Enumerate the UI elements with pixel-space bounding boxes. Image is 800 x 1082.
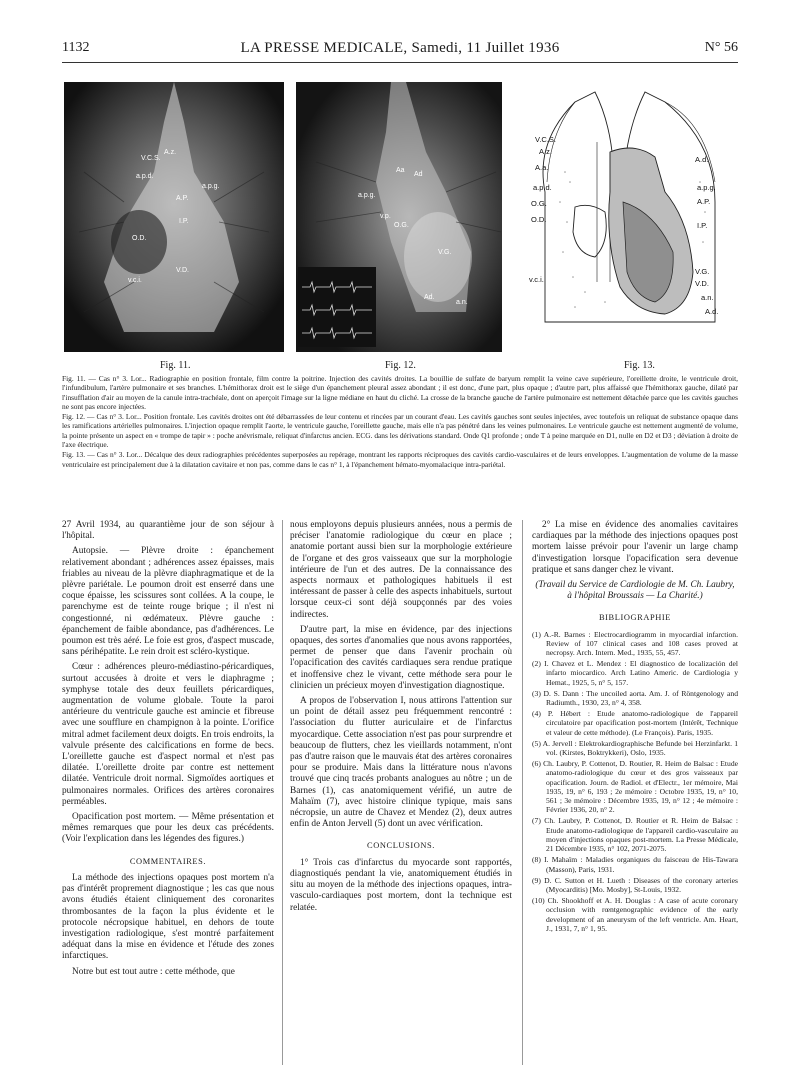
fig11-label-apg: a.p.g. (202, 183, 220, 190)
fig13-label-vg: V.G. (695, 267, 710, 276)
heading-conclusions: CONCLUSIONS. (367, 841, 435, 851)
column-2 (290, 520, 512, 918)
fig13-label-vd: V.D. (695, 279, 709, 288)
fig12-label-ad: Ad (414, 171, 423, 178)
header-rule (62, 62, 738, 63)
paragraph-coeur: Cœur : adhérences pleuro-médiastino-péricardiques, surtout accusées à droite et vers le diaphragme ; symphyse totale des deux feuillets péricardiques, augmentation de volume globale. Toute la paroi antérieure du ventricule gauche est amincie et fibreuse avec une soufflure en champignon à la pointe. L'orifice mitral admet facilement deux doigts. En trois endroits, la valvule présente des calcifications en forme de becs. L'oreillette gauche est d'aspect normal et n'est pas dilatée. L'oreillette droite par contre est nettement dilatée. Ventricule droit normal. Sigmoïdes aortiques et pulmonaires normales. Orifices des artères coronaires perméables. (62, 662, 274, 807)
fig11-label-az: A.z. (164, 149, 177, 156)
paragraph: D'autre part, la mise en évidence, par des injections opaques, des sortes d'anomalies que nous avons rapportées, permet de penser que dans l'avenir prochain où l'opacification des cavités cardiaques sera rendue pratique et inoffensive chez le vivant, cette méthode sera pour le clinicien un précieux moyen d'investigation diagnostique. (290, 624, 512, 691)
fig11-label-od: O.D. (132, 235, 147, 242)
heading-bibliographie: BIBLIOGRAPHIE (598, 613, 671, 623)
paragraph: La méthode des injections opaques post mortem n'a pas d'intérêt proprement diagnostique ; les cas que nous avons étudiés étaient cliniquement des coronarites thrombosantes de la façon la plus évidente et le protocole nécropsique habituel, en dehors de toute investigation radiologique, s'est montré parfaitement adéquat dans la mise en évidence et l'étude des zones infarctiques. (62, 872, 274, 962)
column-3 (532, 520, 738, 935)
fig13-label-vci: v.c.i. (529, 275, 544, 284)
figure-11-label: Fig. 11. (160, 360, 191, 371)
caption-fig-11: Fig. 11. — Cas n° 3. Lor... Radiographie en position frontale, film contre la poitrine. Injection des cavités droites. La bouillie de sulfate de baryum remplit la veine cave supérieure, l'oreillette droite, le ventricule droit, l'infundibulum, l'artère pulmonaire et ses branches. L'hémithorax droit est le siège d'un épanchement pleural assez abondant ; il est donc, d'une part, plus opaque ; d'autre part, plus affaissé que l'hémithorax gauche, dilaté par l'insufflation d'air au moyen de la canule intra-trachéale, dont on aperçoit l'image sur la ligne médiane en haut du cliché. La crosse de la branche gauche de l'artère pulmonaire est nettement détachée parce que les cavités gauches ne sont pas encore injectées. (62, 374, 738, 411)
fig12-label-aa: Aa (396, 167, 405, 174)
heading-commentaires: COMMENTAIRES. (129, 856, 207, 866)
paragraph: nous employons depuis plusieurs années, nous a permis de préciser l'anatomie radiologique du cœur en place ; anatomie portant aussi bien sur la morphologie extérieure de l'organe et des gros vaisseaux que sur la morphologie intérieure de l'un et des autres. De la connaissance des aspects normaux et pathologiques habituels il est intéressant de passer à celle des aspects inhabituels, surtout lorsque ceux-ci sont déjà soupçonnés par des voies indirectes. (290, 520, 512, 620)
bibliography-item: (5) A. Jervell : Elektrokardiographische Befunde bei Herzinfarkt. 1 vol. (Kirstes, Boktrykkeri), Oslo, 1935. (532, 738, 738, 758)
figure-11-radiograph (64, 82, 284, 352)
fig11-label-ip: I.P. (179, 218, 189, 225)
bibliography-item: (3) D. S. Dann : The uncoiled aorta. Am. J. of Röntgenology and Radiumth., 1930, 23, n° 4, 358. (532, 688, 738, 708)
caption-fig-12: Fig. 12. — Cas n° 3. Lor... Position frontale. Les cavités droites ont été débarrassées de leur contenu et rincées par un courant d'eau. Les cavités gauches sont seules injectées, avec toutefois un reliquat de substance opaque dans les ramifications artérielles pulmonaires. L'injection opaque remplit l'aorte, le ventricule gauche, l'oreillette gauche, mais elle n'a pas pénétré dans les veines pulmonaires. Le ventricule gauche est nettement augmenté de volume, la pointe présente un aspect en « trompe de tapir » : poche anévrismale, reliquat d'infarctus ancien. ECG. dans les dérivations standard. Onde Q1 profonde ; onde T à peine marquée en D1, nulle en D2 et D3 ; déviation à droite de l'axe électrique. (62, 412, 738, 450)
page-number: 1132 (62, 40, 90, 55)
bibliography-item: (7) Ch. Laubry, P. Cottenot, D. Routier et R. Heim de Balsac : Etude anatomo-radiologique de l'appareil cardio-vasculaire au moyen d'injections opaques post-mortem. La Presse Médicale, 21 Décembre 1935, n° 102, 2071-2075. (532, 816, 738, 854)
fig12-label-apg: a.p.g. (358, 192, 376, 199)
bibliography-item: (8) I. Mahaïm : Maladies organiques du faisceau de His-Tawara (Masson), Paris, 1931. (532, 855, 738, 874)
fig11-label-ap: A.P. (176, 195, 189, 202)
figure-13-label: Fig. 13. (624, 360, 655, 371)
fig11-label-vcs: V.C.S. (141, 155, 161, 162)
paragraph: 2° La mise en évidence des anomalies cavitaires cardiaques par la méthode des injections opaques post mortem laisse prévoir pour l'avenir un large champ d'investigation lorsque l'opacification sera devenue pratique et sans danger chez le vivant. (532, 520, 738, 575)
figure-captions (62, 374, 738, 469)
column-rule-1 (282, 520, 283, 1065)
bibliography-item: (9) D. C. Sutton et H. Lueth : Diseases of the coronary arteries (Myocarditis) [Mo. Mosby], St-Louis, 1932. (532, 875, 738, 894)
fig12-label-vg: V.G. (438, 249, 452, 256)
fig13-label-ad: A.d. (695, 155, 709, 164)
bibliography-item: (1) A.-R. Barnes : Electrocardiogramm in myocardial infarction. Review of 107 clinical cases and 108 cases proved at necropsy. Arch. Intern. Med., 1935, 55, 457. (532, 629, 738, 658)
bibliography-item: (4) P. Hébert : Etude anatomo-radiologique de l'appareil circulatoire par opacification post-mortem (Intérêt, Technique et valeur de cette méthode). (Le François). Paris, 1935. (532, 709, 738, 737)
fig13-label-an: a.n. (701, 293, 714, 302)
fig13-label-ad2: A.d. (705, 307, 719, 316)
bibliography-list (532, 630, 738, 933)
fig13-label-ap: A.P. (697, 197, 711, 206)
bibliography-item: (10) Ch. Shookhoff et A. H. Douglas : A case of acute coronary occlusion with rœntgenographic evidence of the early development of an aneurysm of the left ventricle. Am. Heart, J., 1931, 7, n° 1, 95. (532, 896, 738, 933)
paragraph-opacification: Opacification post mortem. — Même présentation et mêmes remarques que pour les deux cas précédents. (Voir l'explication dans les légendes des figures.) (62, 812, 274, 845)
bibliography-item: (2) I. Chavez et L. Mendez : El diagnostico de localización del infarto miocardico. Arch Latino Americ. de Cardiologia y Hemat., 1925, 5, n° 5, 157. (532, 659, 738, 687)
fig13-label-og: O.G. (531, 199, 547, 208)
fig11-label-vd: V.D. (176, 267, 189, 274)
fig13-label-od: O.D. (531, 215, 547, 224)
bibliography-item: (6) Ch. Laubry, P. Cottenot, D. Routier, R. Heim de Balsac : Etude anatomo-radiologique du cœur et des gros vaisseaux par opacification. Journ. de Radiol. et d'Electr., 1er mémoire, Mai 1935, 19, n° 6, 193 ; 2e mémoire : Octobre 1935, 19, n° 10, 561 ; 3e mémoire : Décembre 1935, 19, n° 12 ; 4e mémoire : Février 1936, 20, n° 2. (532, 759, 738, 815)
fig13-label-apg: a.p.g. (697, 183, 716, 192)
paragraph: 27 Avril 1934, au quarantième jour de son séjour à l'hôpital. (62, 520, 274, 542)
journal-title: LA PRESSE MEDICALE, Samedi, 11 Juillet 1936 (240, 40, 560, 56)
page-header (62, 40, 738, 62)
fig12-label-og: O.G. (394, 222, 409, 229)
figure-13-diagram (515, 82, 741, 352)
paragraph-autopsie: Autopsie. — Plèvre droite : épanchement relativement abondant ; adhérences assez épaisses, mais friables au niveau de la plèvre diaphragmatique et de la plèvre pariétale. Le poumon droit est enserré dans une coque épaisse, les scissures sont collées. A la coupe, le parenchyme est de teinte rouge brique ; il n'est ni congestionné, ni œdémateux. Plèvre gauche : épanchement de faible abondance, pas d'adhérences. Le poumon est très aéré. Le foie est gros, d'aspect muscade, sans périhépatite. Le rein droit est scléro-kystique. (62, 546, 274, 658)
figure-12-label: Fig. 12. (385, 360, 416, 371)
paragraph: Notre but est tout autre : cette méthode, que (72, 966, 235, 977)
fig13-label-vcs: V.C.S. (535, 135, 556, 144)
column-rule-2 (522, 520, 523, 1065)
fig11-label-vci: v.c.i. (128, 277, 142, 284)
paragraph: 1° Trois cas d'infarctus du myocarde sont rapportés, diagnostiqués pendant la vie, anatomiquement étudiés in situ au moyen de la méthode des injections opaques, intra-vasculo-cardiaques post mortem, dont la technique est relatée. (290, 857, 512, 913)
caption-fig-13: Fig. 13. — Cas n° 3. Lor... Décalque des deux radiographies précédentes superposées au repérage, montrant les rapports réciproques des cavités cardio-vasculaires et de leurs enveloppes. L'augmentation de volume de la masse ventriculaire est principalement due à la dilatation cavitaire et non pas, comme dans le cas n° 1, à l'épanchement hémato-myomalacique intra-pariétal. (62, 450, 738, 469)
fig12-label-vp: v.p. (380, 213, 391, 220)
fig13-label-aa: A.a. (535, 163, 549, 172)
fig12-label-ad2: Ad. (424, 294, 435, 301)
figure-12-radiograph (296, 82, 502, 352)
fig13-label-az: A.z. (539, 147, 552, 156)
fig13-label-apd: a.p.d. (533, 183, 552, 192)
fig12-label-an: a.n. (456, 299, 468, 306)
credit-note: (Travail du Service de Cardiologie de M. Ch. Laubry, à l'hôpital Broussais — La Charité.) (535, 580, 735, 602)
paragraph: A propos de l'observation I, nous attirons l'attention sur un point de détail assez peu fréquemment rencontré : l'association du flutter auriculaire et de l'infarctus myocardique. Cette association n'est pas pour surprendre et beaucoup de flutters, chez les vieillards notamment, n'ont pas d'autre raison que le mauvais état des artères coronaires pour se produire. Mais dans la littérature nous n'avons trouvé que cinq tracés probants analogues au nôtre ; un de Barnes (1), cas anatomiquement vérifié, un autre de Mahaïm (7), avec histoire clinique typique, mais sans nécropsie, un autre de Chavez et Mendez (2), deux autres enfin de Anton Jervell (5) dont un avec vérification. (290, 696, 512, 830)
issue-number: N° 56 (704, 40, 738, 55)
column-1 (62, 520, 274, 982)
fig13-label-ip: I.P. (697, 221, 708, 230)
fig11-label-apd: a.p.d. (136, 173, 154, 180)
